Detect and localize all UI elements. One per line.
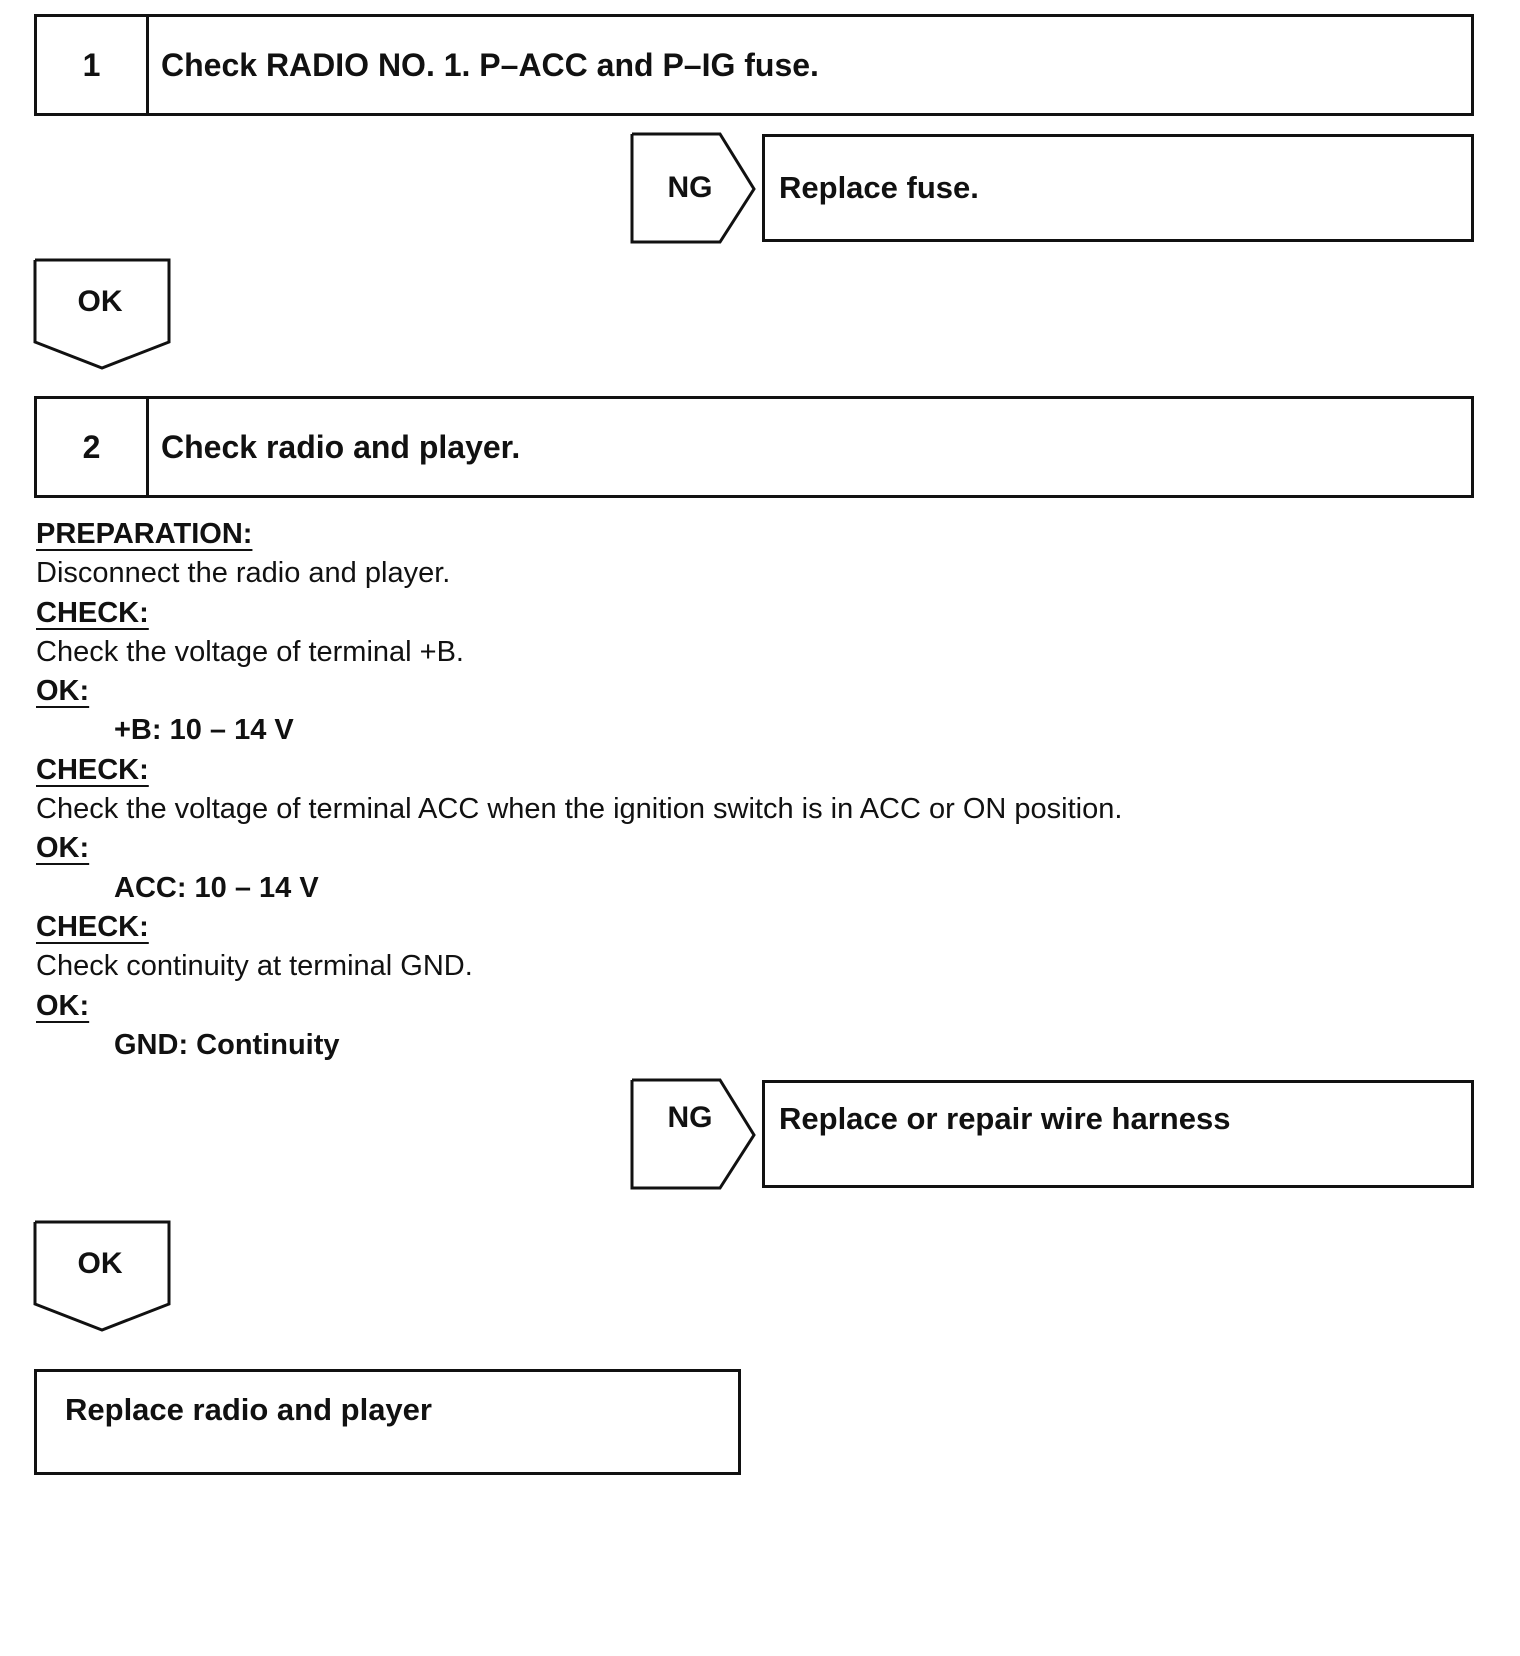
procedure-text: [36, 515, 1456, 1065]
check-text: Check the voltage of terminal +B.: [36, 635, 464, 668]
step-number: 2: [37, 399, 149, 495]
ok-spec: +B: 10 – 14 V: [114, 714, 294, 747]
ng-result-box-2: [762, 1080, 1474, 1188]
ok-heading: OK:: [36, 675, 90, 708]
ng-result-text: Replace fuse.: [779, 170, 979, 205]
ok-heading: OK:: [36, 832, 90, 865]
final-action-text: Replace radio and player: [65, 1392, 432, 1427]
ok-spec: GND: Continuity: [114, 1028, 340, 1061]
step-number: 1: [37, 17, 149, 113]
step-2-box: [34, 396, 1474, 498]
check-text: Check continuity at terminal GND.: [36, 950, 473, 983]
ng-result-text: Replace or repair wire harness: [779, 1101, 1231, 1136]
step-1-box: [34, 14, 1474, 116]
check-heading: CHECK:: [36, 910, 149, 943]
check-heading: CHECK:: [36, 753, 149, 786]
step-title: Check radio and player.: [161, 428, 521, 465]
ok-heading: OK:: [36, 989, 90, 1022]
final-action-box: [34, 1369, 741, 1475]
preparation-heading: PREPARATION:: [36, 518, 253, 550]
check-heading: CHECK:: [36, 596, 149, 629]
step-title: Check RADIO NO. 1. P–ACC and P–IG fuse.: [161, 46, 819, 83]
ok-label-2: OK: [77, 1247, 123, 1280]
ng-label-1: NG: [667, 171, 713, 204]
preparation-text: Disconnect the radio and player.: [36, 557, 451, 590]
ok-spec: ACC: 10 – 14 V: [114, 871, 319, 904]
ng-result-box-1: [762, 134, 1474, 242]
check-text: Check the voltage of terminal ACC when the ignition switch is in ACC or ON position.: [36, 793, 1123, 826]
ok-label-1: OK: [77, 285, 123, 318]
ng-label-2: NG: [667, 1101, 713, 1134]
ng-arrow-2: [632, 1080, 758, 1190]
